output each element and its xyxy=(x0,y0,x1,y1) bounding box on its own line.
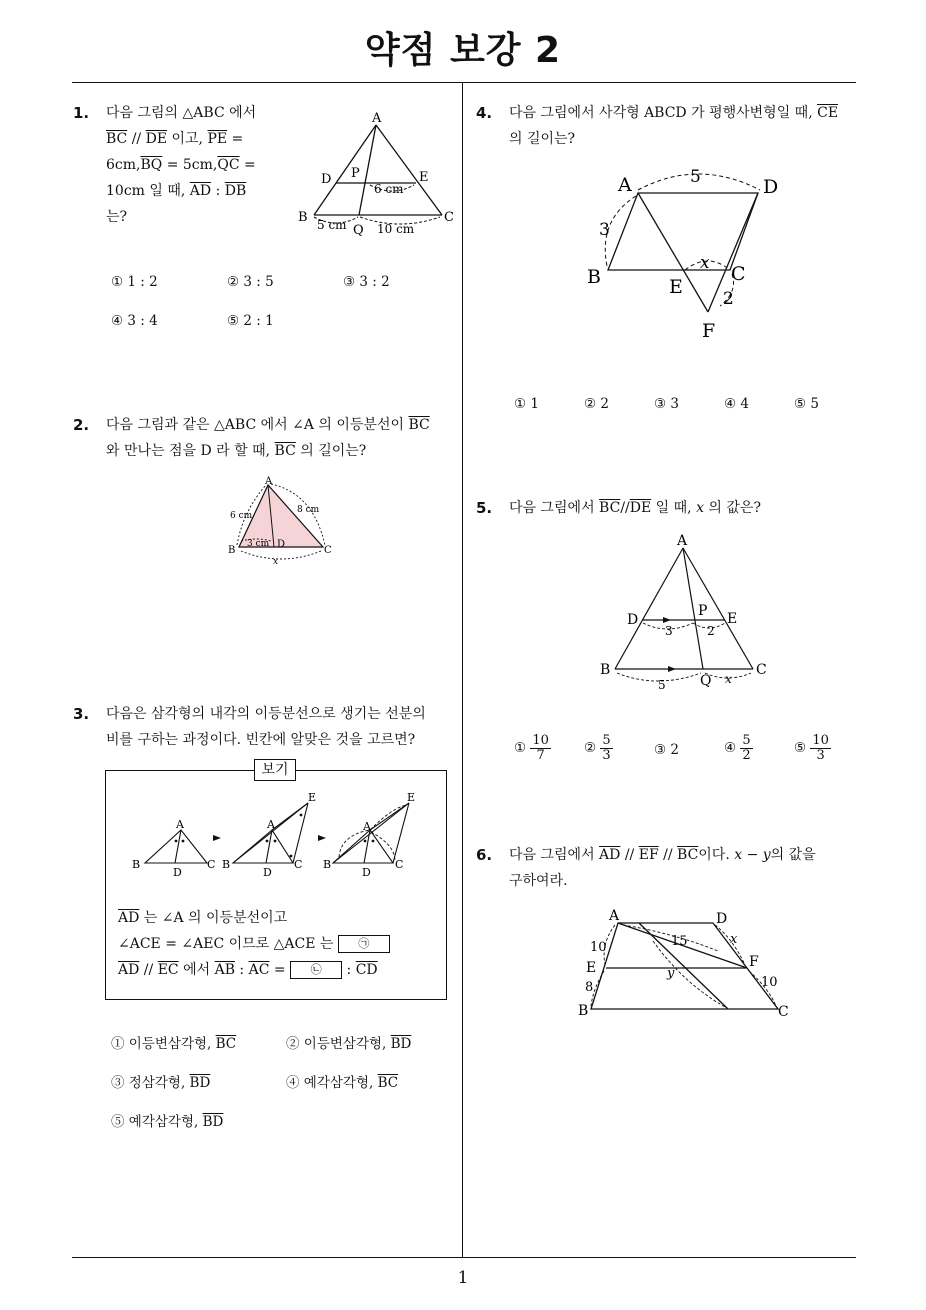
q1-text-piece: 10cm 일 때, xyxy=(106,183,190,199)
label-a: A xyxy=(265,476,273,487)
q5-text-piece: 의 값은? xyxy=(703,500,761,516)
q6-text-piece: 의 값을 xyxy=(770,847,816,863)
label-c: C xyxy=(207,858,216,871)
proof-text: : xyxy=(234,962,249,978)
q4-choice-5[interactable]: ⑤ 5 xyxy=(794,396,819,412)
q1-text-piece: 이고, xyxy=(167,131,208,147)
label-e: E xyxy=(419,170,429,185)
question-1-text xyxy=(106,100,276,230)
fraction xyxy=(810,734,831,763)
label-pe-length: 6 cm xyxy=(374,182,404,196)
q4-line: 의 길이는? xyxy=(509,131,576,147)
label-d: D xyxy=(362,866,371,879)
choice-marker: ③ xyxy=(654,742,667,758)
choice-value: 2 xyxy=(670,742,679,758)
choice-text: ① 이등변삼각형, xyxy=(111,1036,216,1052)
label-e: E xyxy=(586,960,597,976)
label-c: C xyxy=(395,858,404,871)
fraction xyxy=(740,734,752,763)
label-f: F xyxy=(749,954,759,970)
segment-de: $\overline{DE}$ xyxy=(145,131,168,147)
q5-choice-4[interactable] xyxy=(724,734,753,763)
label-y: y xyxy=(667,966,675,981)
choice-segment: $\overline{BD}$ xyxy=(202,1114,224,1130)
label-eb-length: 8 xyxy=(585,980,594,995)
segment-ce: $\overline{CE}$ xyxy=(817,105,839,121)
label-b: B xyxy=(222,858,231,871)
label-a: A xyxy=(363,820,371,833)
page-title: 약점 보강 2 xyxy=(364,30,562,71)
label-a: A xyxy=(618,174,632,196)
label-d: D xyxy=(716,911,728,927)
segment-bc: $\overline{BC}$ xyxy=(677,847,699,863)
question-1-number: 1. xyxy=(73,104,90,122)
label-a: A xyxy=(677,533,688,549)
label-fc-length: 10 xyxy=(761,975,778,990)
label-dp-length: 3 xyxy=(665,624,673,638)
q1-text-piece: = xyxy=(227,131,244,147)
q4-text-piece: 다음 그림에서 사각형 ABCD 가 평행사변형일 때, xyxy=(509,105,818,121)
q5-choice-3[interactable] xyxy=(654,742,679,758)
q2-text-piece: 와 만나는 점을 D 라 할 때, xyxy=(106,443,275,459)
label-c: C xyxy=(444,210,454,225)
label-b: B xyxy=(578,1003,589,1019)
label-p: P xyxy=(351,166,360,181)
q6-text-piece: 이다. xyxy=(698,847,735,863)
q1-choice-4[interactable]: ④ 3 : 4 xyxy=(111,313,158,329)
q1-choice-3[interactable]: ③ 3 : 2 xyxy=(343,274,390,290)
q5-text-piece: 일 때, xyxy=(651,500,697,516)
q1-text-piece: : xyxy=(211,183,225,199)
q3-choice-5[interactable] xyxy=(111,1110,223,1130)
label-c: C xyxy=(324,545,332,556)
segment-qc: $\overline{QC}$ xyxy=(217,157,240,173)
segment-ab: $\overline{AB}$ xyxy=(214,962,235,978)
q6-line: 구하여라. xyxy=(509,873,568,889)
proof-line-1 xyxy=(118,905,390,931)
footer-rule xyxy=(72,1257,856,1258)
proof-text: ∠ACE = ∠AEC 이므로 △ACE 는 xyxy=(118,936,338,952)
label-b: B xyxy=(323,858,332,871)
numerator: 10 xyxy=(812,733,829,748)
q1-text-piece: // xyxy=(127,131,146,147)
label-e: E xyxy=(407,791,416,804)
header-rule xyxy=(72,82,856,83)
choice-text: ③ 정삼각형, xyxy=(111,1075,190,1091)
label-bq-length: 5 xyxy=(658,678,666,692)
label-c: C xyxy=(294,858,303,871)
q5-triangle-figure xyxy=(595,533,775,693)
label-c: C xyxy=(731,263,746,285)
label-b: B xyxy=(132,858,141,871)
q2-text-piece: 의 길이는? xyxy=(295,443,367,459)
label-c: C xyxy=(756,662,767,678)
choice-segment: $\overline{BD}$ xyxy=(390,1036,412,1052)
proof-line-2 xyxy=(118,931,390,957)
label-cf-length: 2 xyxy=(723,289,734,309)
q6-text-piece: // xyxy=(620,847,639,863)
q1-choice-2[interactable]: ② 3 : 5 xyxy=(227,274,274,290)
numerator: 10 xyxy=(532,733,549,748)
q3-choice-4[interactable] xyxy=(286,1071,398,1091)
label-b: B xyxy=(600,662,611,678)
question-4-text xyxy=(509,100,859,152)
segment-bc: $\overline{BC}$ xyxy=(408,417,430,433)
label-e: E xyxy=(308,791,317,804)
choice-text: ⑤ 예각삼각형, xyxy=(111,1114,203,1130)
proof-line-3 xyxy=(118,957,390,983)
label-p: P xyxy=(698,603,708,619)
label-pe-length: 2 xyxy=(707,624,715,638)
q6-line xyxy=(509,842,861,868)
q3-proof xyxy=(118,905,390,983)
segment-de: $\overline{DE}$ xyxy=(629,500,652,516)
page-number: 1 xyxy=(457,1268,469,1288)
q5-choice-2[interactable] xyxy=(584,734,613,763)
expression-x-minus-y: x − y xyxy=(734,847,771,863)
segment-ef: $\overline{EF}$ xyxy=(638,847,659,863)
label-qc-length: 10 cm xyxy=(377,222,415,236)
proof-text: 에서 xyxy=(178,962,215,978)
q4-line xyxy=(509,100,859,126)
choice-marker: ① xyxy=(514,740,527,756)
q3-choice-2[interactable] xyxy=(286,1032,411,1052)
segment-bq: $\overline{BQ}$ xyxy=(140,157,163,173)
q1-choice-1[interactable]: ① 1 : 2 xyxy=(111,274,158,290)
choice-marker: ② xyxy=(584,740,597,756)
segment-ac: $\overline{AC}$ xyxy=(248,962,270,978)
label-f: F xyxy=(702,320,716,342)
segment-ad: $\overline{AD}$ xyxy=(189,183,212,199)
q2-triangle-figure xyxy=(225,475,340,570)
label-b: B xyxy=(298,210,308,225)
segment-bc: $\overline{BC}$ xyxy=(599,500,621,516)
question-2-number: 2. xyxy=(73,416,90,434)
q3-choice-1[interactable] xyxy=(111,1032,236,1052)
choice-marker: ④ xyxy=(724,740,737,756)
q1-text-piece: 6cm, xyxy=(106,157,141,173)
segment-ec: $\overline{EC}$ xyxy=(157,962,179,978)
label-a: A xyxy=(267,818,275,831)
segment-ad: $\overline{AD}$ xyxy=(118,962,140,978)
label-e: E xyxy=(727,611,738,627)
segment-bc: $\overline{BC}$ xyxy=(274,443,296,459)
choice-segment: $\overline{BC}$ xyxy=(215,1036,237,1052)
q6-text-piece: // xyxy=(658,847,678,863)
q1-triangle-figure xyxy=(290,105,460,240)
column-divider xyxy=(462,83,463,1257)
question-5-number: 5. xyxy=(476,499,493,517)
label-ac-length: 8 cm xyxy=(297,505,320,515)
question-4-number: 4. xyxy=(476,104,493,122)
q3-choice-3[interactable] xyxy=(111,1071,210,1091)
denominator: 3 xyxy=(602,748,611,763)
q5-choice-5[interactable] xyxy=(794,734,831,763)
question-3-text xyxy=(106,701,456,753)
segment-ad: $\overline{AD}$ xyxy=(599,847,621,863)
label-x: x xyxy=(700,253,710,273)
label-diagonal-length: 15 xyxy=(671,934,688,949)
q6-text-piece: 다음 그림에서 xyxy=(509,847,600,863)
label-d: D xyxy=(277,539,286,550)
choice-segment: $\overline{BC}$ xyxy=(377,1075,399,1091)
label-d: D xyxy=(321,172,332,187)
fraction xyxy=(600,734,612,763)
question-6-number: 6. xyxy=(476,846,493,864)
question-2-text xyxy=(106,412,456,464)
proof-text: : xyxy=(342,962,356,978)
label-bd-length: 3 cm xyxy=(247,539,270,549)
label-d: D xyxy=(173,866,182,879)
question-6-text xyxy=(509,842,861,894)
variable-x: x xyxy=(696,500,704,516)
q1-line xyxy=(106,178,276,204)
choice-marker: ⑤ xyxy=(794,740,807,756)
proof-text: 는 ∠A 의 이등분선이고 xyxy=(139,910,288,926)
segment-pe: $\overline{PE}$ xyxy=(207,131,228,147)
q1-line: 다음 그림의 △ABC 에서 xyxy=(106,105,257,121)
proof-text: // xyxy=(139,962,158,978)
label-c: C xyxy=(778,1004,789,1020)
denominator: 3 xyxy=(816,748,825,763)
label-ae-length: 10 xyxy=(590,940,607,955)
label-ab-length: 3 xyxy=(599,220,610,240)
question-3-number: 3. xyxy=(73,705,90,723)
label-b: B xyxy=(228,545,236,556)
example-box-label: 보기 xyxy=(254,759,296,781)
q1-choice-5[interactable]: ⑤ 2 : 1 xyxy=(227,313,274,329)
blank-2: ㉡ xyxy=(290,961,342,979)
q1-line: 는? xyxy=(106,209,128,225)
label-d: D xyxy=(627,612,639,628)
q4-parallelogram-figure xyxy=(580,160,800,350)
label-ad-length: 5 xyxy=(690,167,701,187)
q3-line: 비를 구하는 과정이다. 빈칸에 알맞은 것을 고르면? xyxy=(106,732,416,748)
q4-choice-2[interactable]: ② 2 xyxy=(584,396,609,412)
label-ab-length: 6 cm xyxy=(230,511,253,521)
label-a: A xyxy=(372,111,382,126)
q3-line: 다음은 삼각형의 내각의 이등분선으로 생기는 선분의 xyxy=(106,706,426,722)
q2-line xyxy=(106,438,456,464)
q4-choice-1[interactable]: ① 1 xyxy=(514,396,539,412)
segment-bc: $\overline{BC}$ xyxy=(106,131,128,147)
q1-line xyxy=(106,152,276,178)
denominator: 7 xyxy=(536,748,545,763)
q1-line xyxy=(106,126,276,152)
blank-1: ㉠ xyxy=(338,935,390,953)
label-q: Q xyxy=(353,223,364,238)
q6-trapezoid-figure xyxy=(573,903,798,1023)
q4-choice-3[interactable]: ③ 3 xyxy=(654,396,679,412)
q3-process-figure xyxy=(125,785,425,880)
q4-choice-4[interactable]: ④ 4 xyxy=(724,396,749,412)
choice-text: ② 이등변삼각형, xyxy=(286,1036,391,1052)
q1-text-piece: = 5cm, xyxy=(162,157,218,173)
label-d: D xyxy=(763,176,779,198)
label-a: A xyxy=(176,818,184,831)
label-bq-length: 5 cm xyxy=(317,218,347,232)
segment-cd: $\overline{CD}$ xyxy=(355,962,378,978)
segment-db: $\overline{DB}$ xyxy=(224,183,247,199)
q5-text-piece: // xyxy=(620,500,630,516)
choice-segment: $\overline{BD}$ xyxy=(189,1075,211,1091)
choice-text: ④ 예각삼각형, xyxy=(286,1075,378,1091)
q1-text-piece: = xyxy=(239,157,256,173)
label-x: x xyxy=(273,557,279,567)
segment-ad: $\overline{AD}$ xyxy=(118,910,140,926)
label-a: A xyxy=(609,908,620,924)
q5-text-piece: 다음 그림에서 xyxy=(509,500,600,516)
label-b: B xyxy=(587,266,601,288)
q2-text-piece: 다음 그림과 같은 △ABC 에서 ∠A 의 이등분선이 xyxy=(106,417,409,433)
label-x: x xyxy=(725,672,732,686)
label-q: Q xyxy=(700,673,712,689)
q5-choice-1[interactable] xyxy=(514,734,551,763)
label-x: x xyxy=(730,932,738,947)
proof-text: = xyxy=(269,962,291,978)
fraction xyxy=(530,734,551,763)
q2-line xyxy=(106,412,456,438)
label-e: E xyxy=(669,276,683,298)
numerator: 5 xyxy=(602,733,611,748)
label-d: D xyxy=(263,866,272,879)
denominator: 2 xyxy=(742,748,751,763)
numerator: 5 xyxy=(742,733,751,748)
question-5-text xyxy=(509,495,761,521)
